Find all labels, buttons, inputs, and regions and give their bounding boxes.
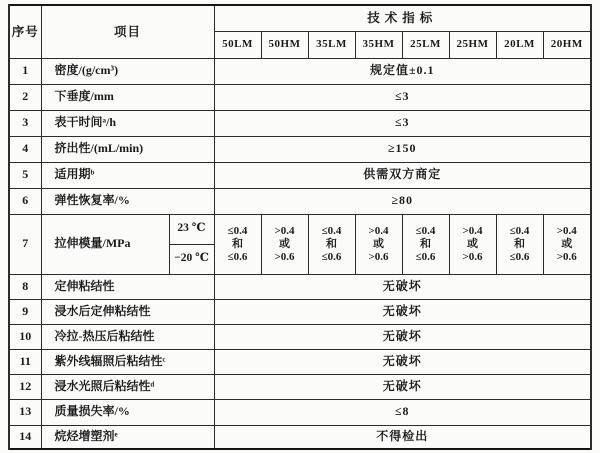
item-cell: 挤出性/(mL/min)	[41, 136, 214, 162]
serial-header: 序号	[9, 5, 41, 58]
modulus-line: 或	[467, 237, 479, 250]
grade-header-50hm: 50HM	[261, 31, 308, 58]
row-number: 8	[9, 274, 41, 299]
modulus-line: 和	[420, 237, 432, 250]
item-cell: 下垂度/mm	[41, 84, 214, 110]
item-cell: 紫外线辐照后粘结性ᶜ	[41, 349, 214, 374]
table-row	[9, 274, 591, 299]
modulus-line: ≤0.6	[509, 250, 530, 263]
grade-header-20hm: 20HM	[543, 31, 591, 58]
value-cell: ≤3	[214, 84, 591, 110]
modulus-cell-20hm	[543, 214, 591, 274]
modulus-cell-50lm	[214, 214, 261, 274]
modulus-line: >0.4	[462, 224, 483, 237]
table-row	[9, 374, 591, 399]
modulus-line: ≤0.4	[227, 224, 248, 237]
table-row	[9, 399, 591, 425]
item-cell: 密度/(g/cm³)	[41, 58, 214, 84]
grade-header-35hm: 35HM	[355, 31, 402, 58]
item-cell: 拉伸模量/MPa	[41, 214, 169, 274]
modulus-line: >0.6	[462, 250, 483, 263]
item-cell: 表干时间ᵃ/h	[41, 110, 214, 136]
table-row-modulus	[9, 214, 591, 244]
row-number: 10	[9, 324, 41, 349]
row-number: 11	[9, 349, 41, 374]
row-number: 9	[9, 299, 41, 324]
value-cell: ≥80	[214, 188, 591, 214]
value-cell: ≥150	[214, 136, 591, 162]
technical-spec-table	[8, 4, 592, 450]
table-row	[9, 136, 591, 162]
modulus-cell-35hm	[355, 214, 402, 274]
item-cell: 弹性恢复率/%	[41, 188, 214, 214]
value-cell: 无破坏	[214, 299, 591, 324]
row-number: 1	[9, 58, 41, 84]
table-row	[9, 425, 591, 449]
modulus-line: ≤0.4	[509, 224, 530, 237]
value-cell: ≤8	[214, 399, 591, 425]
modulus-line: >0.4	[274, 224, 295, 237]
value-cell: 供需双方商定	[214, 162, 591, 188]
value-cell: 无破坏	[214, 324, 591, 349]
modulus-line: >0.6	[368, 250, 389, 263]
item-cell: 冷拉-热压后粘结性	[41, 324, 214, 349]
temp-minus20c-cell: −20 ℃	[169, 244, 214, 274]
table-row	[9, 162, 591, 188]
table-row	[9, 299, 591, 324]
modulus-cell-50hm	[261, 214, 308, 274]
row-number: 14	[9, 425, 41, 449]
item-cell: 质量损失率/%	[41, 399, 214, 425]
value-cell: 无破坏	[214, 374, 591, 399]
row-number: 13	[9, 399, 41, 425]
temp-23c-cell: 23 ℃	[169, 214, 214, 244]
value-cell: 规定值±0.1	[214, 58, 591, 84]
modulus-line: 或	[373, 237, 385, 250]
item-header: 项目	[41, 5, 214, 58]
table-row	[9, 324, 591, 349]
table-row	[9, 58, 591, 84]
row-number: 12	[9, 374, 41, 399]
modulus-line: 和	[326, 237, 338, 250]
modulus-line: ≤0.6	[227, 250, 248, 263]
grade-header-35lm: 35LM	[308, 31, 355, 58]
grade-header-25lm: 25LM	[402, 31, 449, 58]
table-row	[9, 349, 591, 374]
item-cell: 浸水光照后粘结性ᵈ	[41, 374, 214, 399]
grade-header-25hm: 25HM	[449, 31, 496, 58]
header-row-1	[9, 5, 591, 31]
modulus-line: ≤0.6	[321, 250, 342, 263]
value-cell: 不得检出	[214, 425, 591, 449]
grade-header-50lm: 50LM	[214, 31, 261, 58]
row-number: 3	[9, 110, 41, 136]
table-row	[9, 110, 591, 136]
modulus-line: ≤0.4	[415, 224, 436, 237]
value-cell: 无破坏	[214, 274, 591, 299]
modulus-line: ≤0.4	[321, 224, 342, 237]
modulus-line: >0.4	[368, 224, 389, 237]
modulus-line: >0.6	[274, 250, 295, 263]
value-cell: ≤3	[214, 110, 591, 136]
value-cell: 无破坏	[214, 349, 591, 374]
row-number: 5	[9, 162, 41, 188]
row-number: 6	[9, 188, 41, 214]
modulus-line: >0.4	[556, 224, 577, 237]
modulus-line: ≤0.6	[415, 250, 436, 263]
table-row	[9, 188, 591, 214]
modulus-line: >0.6	[556, 250, 577, 263]
grade-header-20lm: 20LM	[496, 31, 543, 58]
row-number: 7	[9, 214, 41, 274]
item-cell: 适用期ᵇ	[41, 162, 214, 188]
row-number: 4	[9, 136, 41, 162]
table-row	[9, 84, 591, 110]
modulus-line: 和	[514, 237, 526, 250]
modulus-cell-25hm	[449, 214, 496, 274]
item-cell: 定伸粘结性	[41, 274, 214, 299]
modulus-cell-20lm	[496, 214, 543, 274]
tech-index-header: 技术指标	[214, 5, 591, 31]
item-cell: 烷烃增塑剂ᵉ	[41, 425, 214, 449]
modulus-line: 或	[279, 237, 291, 250]
row-number: 2	[9, 84, 41, 110]
modulus-line: 和	[232, 237, 244, 250]
modulus-line: 或	[561, 237, 573, 250]
modulus-cell-25lm	[402, 214, 449, 274]
item-cell: 浸水后定伸粘结性	[41, 299, 214, 324]
modulus-cell-35lm	[308, 214, 355, 274]
